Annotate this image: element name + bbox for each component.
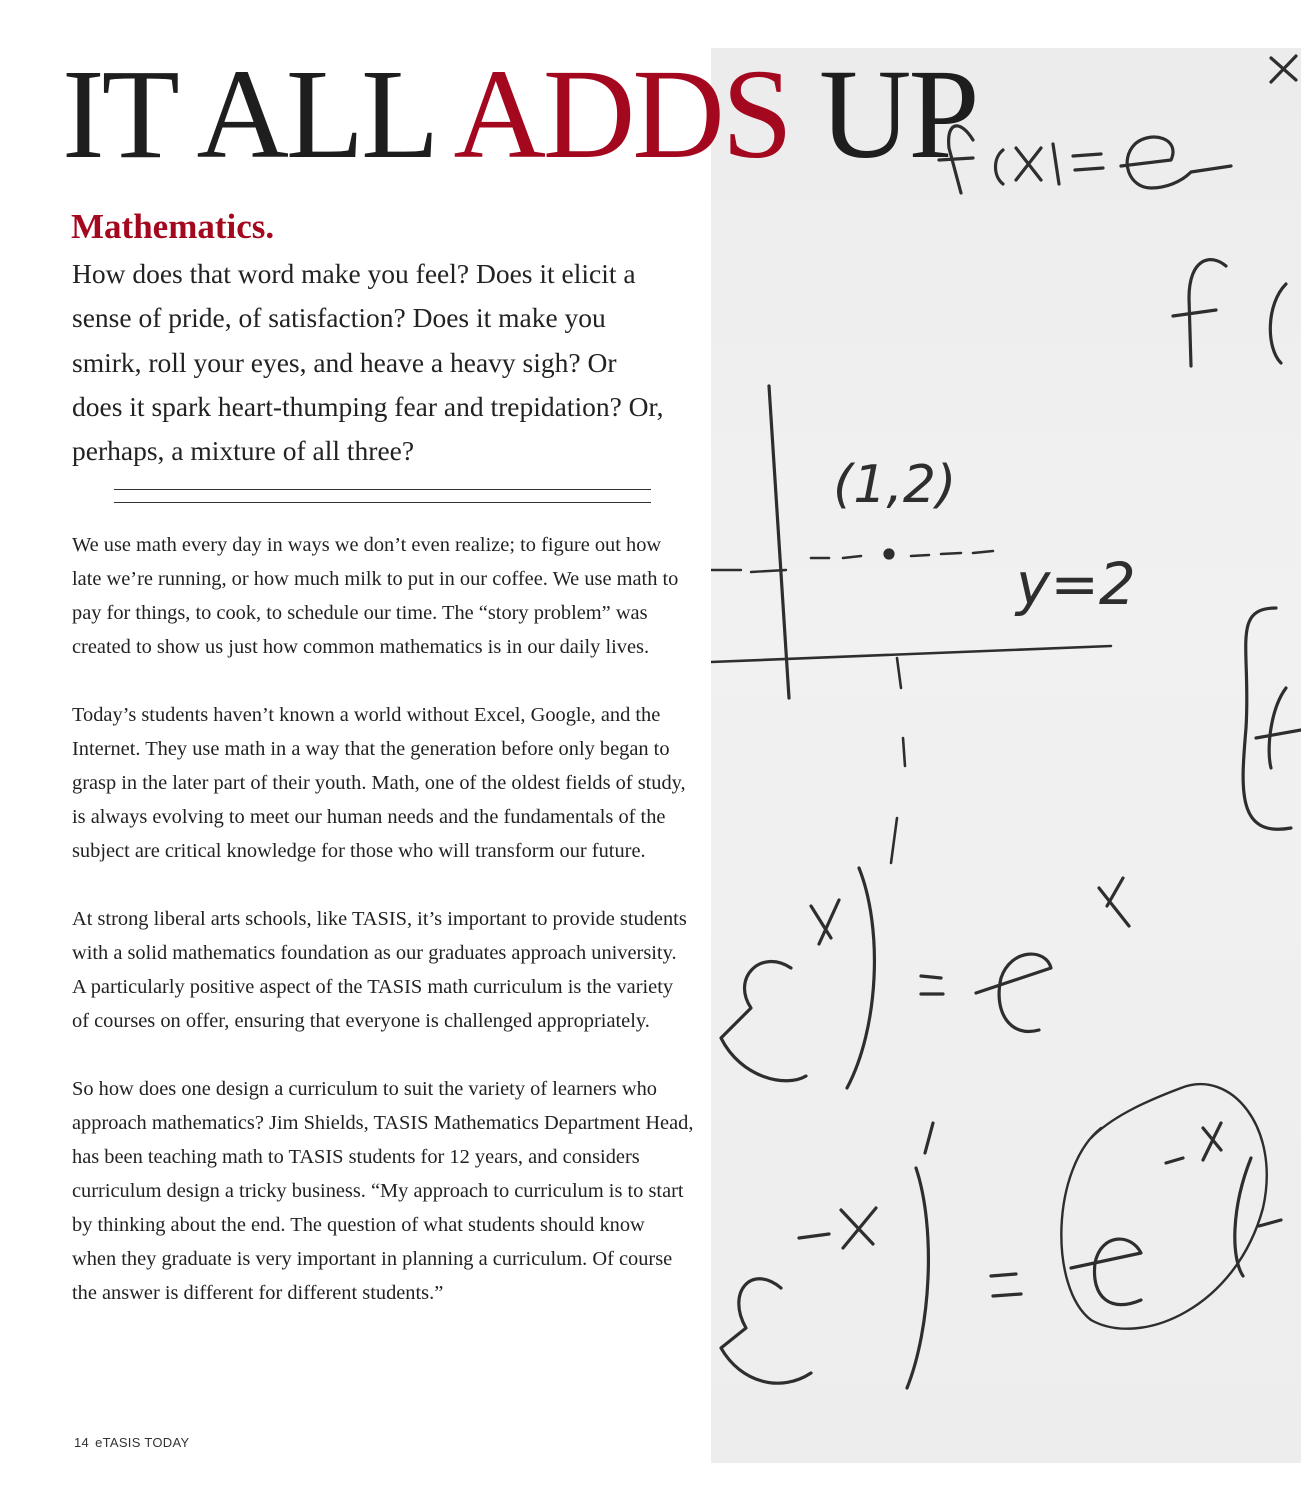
body-paragraph-4: So how does one design a curriculum to suit the variety of learners who approach mathematics? Jim Shields, TASIS Mathematics Department Head, has been teaching math to TASIS students for 12 years, and considers curriculum design a tricky business. “My approach to curriculum is to start by thinking about the end. The question of what students should know when they graduate is very important in planning a curriculum. Of course the answer is different for different students.”	[72, 1078, 694, 1304]
handwriting-paren5	[907, 1168, 928, 1388]
handwriting-equals5	[991, 1274, 1021, 1296]
headline-part1: IT ALL	[62, 43, 454, 185]
article-body	[72, 528, 694, 1344]
handwriting-e4	[976, 954, 1051, 1031]
dashed-line	[811, 551, 993, 558]
dashed-vertical	[891, 658, 905, 863]
bracket	[1243, 608, 1291, 829]
handwriting-paren2	[1270, 284, 1286, 363]
handwriting-x4	[1099, 878, 1129, 926]
handwriting-neg-x2	[1166, 1123, 1221, 1163]
handwriting-paren	[996, 150, 1004, 184]
handwriting-paren3	[847, 868, 874, 1088]
headline-part2: UP	[789, 43, 977, 185]
publication-name: eTASIS TODAY	[95, 1435, 190, 1450]
handwriting-neg-x	[799, 1208, 876, 1248]
page-footer	[74, 1435, 195, 1450]
page-number: 14	[74, 1435, 90, 1450]
point-label: (1,2)	[833, 455, 957, 515]
whiteboard-photo	[711, 48, 1301, 1463]
handwriting-e5	[721, 1279, 811, 1383]
whiteboard-handwriting	[711, 48, 1301, 1463]
point-marker	[885, 550, 893, 558]
y-axis	[769, 386, 789, 698]
handwriting-x3	[811, 900, 839, 944]
handwriting-equals	[1073, 154, 1103, 170]
body-paragraph-2: Today’s students haven’t known a world without Excel, Google, and the Internet. They use math in a way that the generation before only began to grasp in the later part of their youth. Math, one of the oldest fields of study, is always evolving to meet our human needs and the fundamentals of the subject are critical knowledge for those who will transform our future.	[72, 704, 686, 862]
handwriting-bar	[1053, 144, 1059, 184]
handwriting-e	[1121, 137, 1231, 188]
divider-rule-top	[114, 489, 651, 490]
handwriting-f2-bar	[1173, 310, 1216, 316]
handwriting-e6	[1071, 1239, 1141, 1305]
handwriting-x	[1016, 148, 1041, 180]
intro-paragraph: How does that word make you feel? Does it elicit a sense of pride, of satisfaction? Does it make you smirk, roll your eyes, and heave a heavy sigh? Or does it spark heart-thumping fear and trepidation? Or, perhaps, a mixture of all three?	[72, 258, 664, 467]
handwriting-prime	[925, 1123, 933, 1153]
headline	[62, 43, 977, 185]
divider-rule-bottom	[114, 502, 651, 503]
handwriting-e3	[721, 962, 806, 1081]
line-label: y=2	[1016, 550, 1136, 618]
body-paragraph-1: We use math every day in ways we don’t even realize; to figure out how late we’re running, or how much milk to put in our coffee. We use math to pay for things, to cook, to schedule our time. The “story problem” was created to show us just how common mathematics is in our daily lives.	[72, 534, 679, 658]
headline-accent: ADDS	[453, 43, 790, 185]
handwriting-exp-x	[1271, 56, 1296, 82]
handwriting-equals3	[921, 976, 943, 994]
x-axis	[711, 646, 1111, 662]
body-paragraph-3: At strong liberal arts schools, like TASIS, it’s important to provide students with a solid mathematics foundation as our graduates approach university. A particularly positive aspect of the TASIS math curriculum is the variety of courses on offer, ensuring that everyone is challenged appropriately.	[72, 908, 687, 1032]
section-kicker: Mathematics.	[71, 207, 275, 246]
bracket-f	[1256, 688, 1301, 768]
